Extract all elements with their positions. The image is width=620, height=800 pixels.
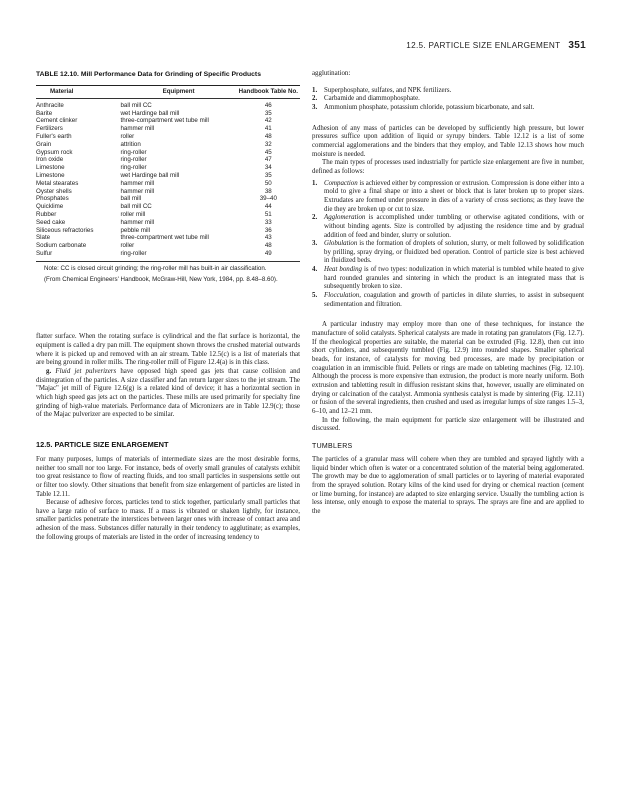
table-no-cell: 41 (264, 125, 272, 133)
material-cell: Grain (36, 140, 52, 148)
paragraph-following: In the following, the main equipment for particle size enlargement will be illustrated and discussed. (312, 416, 584, 433)
equipment-cell: wet Hardinge ball mill (120, 109, 180, 117)
material-cell: Rubber (36, 210, 57, 218)
table-caption-number: TABLE 12.10. (36, 71, 79, 78)
equipment-cell: ring-roller (120, 148, 147, 156)
agglutination-list (312, 87, 584, 113)
fluid-jet-term: Fluid jet pulverizers (55, 367, 117, 375)
material-cell: Gypsum rock (36, 148, 73, 156)
list-item: 2. Carbamide and diammophosphate. (312, 95, 420, 103)
material-cell: Limestone (36, 164, 65, 172)
table-no-cell: 33 (264, 218, 272, 226)
table-note: Note: CC is closed circuit grinding; the ring-roller mill has built-in air classification. (44, 264, 267, 272)
list-item: 3. Ammonium phosphate, potassium chloride, potassium bicarbonate, and salt. (312, 103, 535, 111)
table-row (36, 164, 300, 172)
section-heading: 12.5. PARTICLE SIZE ENLARGEMENT (36, 439, 169, 449)
paragraph-fluid-jet (36, 368, 300, 420)
table-no-cell: 47 (264, 156, 272, 164)
table-no-cell: 35 (264, 171, 272, 179)
equipment-cell: attrition (120, 140, 141, 148)
material-cell: Cement clinker (36, 117, 78, 125)
mill-performance-table (36, 86, 300, 258)
material-cell: Limestone (36, 171, 65, 179)
table-no-cell: 42 (264, 117, 272, 125)
table-row (36, 203, 300, 211)
material-cell: Iron oxide (36, 156, 64, 164)
material-cell: Quicklime (36, 203, 64, 211)
table-caption-title: Mill Performance Data for Grinding of Specific Products (80, 71, 261, 78)
table-row (36, 156, 300, 164)
page-number: 351 (568, 40, 586, 51)
table-row (36, 102, 300, 110)
running-header-section: 12.5. PARTICLE SIZE ENLARGEMENT (406, 41, 561, 50)
table-no-cell: 36 (264, 226, 272, 234)
item-label-g: g. (46, 367, 52, 375)
material-cell: Barite (36, 109, 53, 117)
table-row (36, 188, 300, 196)
table-row (36, 211, 300, 219)
equipment-cell: ball mill (120, 195, 142, 203)
table-no-cell: 46 (264, 101, 272, 109)
material-cell: Seed cake (36, 218, 66, 226)
material-cell: Siliceous refractories (36, 226, 94, 234)
equipment-cell: hammer mill (120, 125, 155, 133)
table-no-cell: 43 (264, 234, 272, 242)
list-item: 1. Compaction is achieved either by compression or extrusion. Compression is done either into a mold to give a final shape or into a sheet or block that is later broken up to proper sizes. Extrudates are formed under pressure in dies of a variety of cross sections; as they leave the die they are broken up or cut to size. (312, 179, 584, 213)
equipment-cell: hammer mill (120, 218, 155, 226)
equipment-cell: ring-roller (120, 156, 147, 164)
material-cell: Anthracite (36, 101, 64, 109)
table-row (36, 141, 300, 149)
equipment-cell: wet Hardinge ball mill (120, 171, 180, 179)
table-no-cell: 50 (264, 179, 272, 187)
process-list (312, 180, 584, 310)
material-cell: Metal stearates (36, 179, 79, 187)
table-no-cell: 51 (264, 210, 272, 218)
table-no-cell: 39–40 (259, 195, 277, 203)
table-row (36, 227, 300, 235)
table-no-cell: 34 (264, 164, 272, 172)
equipment-cell: three-compartment wet tube mill (120, 117, 209, 125)
list-item: 1. Superphosphate, sulfates, and NPK fertilizers. (312, 86, 452, 94)
running-header (406, 40, 586, 51)
material-cell: Fuller's earth (36, 132, 72, 140)
paragraph-adhesive-forces: Because of adhesive forces, particles tend to stick together, particularly small particles that have a large ratio of surface to mass. If a mass is vibrated or shaken lightly, for instance, smaller particles penetrate the interstices between larger ones with increase of contact area and adhesion of the mass. Substances differ naturally in their tendency to agglutinate; as examples, the following groups of materials are listed in the order of increasing tendency to (36, 499, 300, 541)
table-row (36, 149, 300, 157)
table-caption (36, 70, 300, 79)
equipment-cell: hammer mill (120, 179, 155, 187)
equipment-cell: pebble mill (120, 226, 151, 234)
paragraph-process-types: The main types of processes used industrially for particle size enlargement are five in number, defined as follows: (312, 159, 584, 175)
table-row (36, 125, 300, 133)
table-no-cell: 48 (264, 242, 272, 250)
paragraph-size-purposes: For many purposes, lumps of materials of intermediate sizes are the most desirable forms, neither too small nor too large. For instance, beds of overly small granules of catalysts exhibit too great resistance to flow of reacting fluids, and too small particles in suspensions settle out or filter too slowly. Other situations that benefit from size enlargement of particles are listed in Table 12.11. (36, 455, 300, 498)
column-header-table-no: Handbook Table No. (238, 88, 298, 95)
column-header-material: Material (50, 88, 74, 95)
table-no-cell: 45 (264, 148, 272, 156)
column-header-equipment: Equipment (162, 88, 195, 95)
paragraph-catalyst-techniques: A particular industry may employ more than one of these techniques, for instance the manufacture of solid catalysts. Spherical catalysts are made in rotating pan granulators (Fig. 12.7). If the rheological properties are suitable, the material can be extruded (Fig. 12.8), then cut into short cylinders, and subsequently tumbled (Fig. 12.9) into rounded shapes. Smaller spherical beads, for instance, of catalysts for moving bed processes, are made by precipitation or coagulation in an immiscible fluid. Pellets or rings are made on tableting machines (Fig. 12.10). Although the process is more expensive than extrusion, the product is more nearly uniform. Both extrusion and tabletting result in diffusion resistant skins that, however, usually are eliminated on drying or calcination of the catalyst. Ammonia synthesis catalyst is made by sintering (Fig. 12.11) or fusion of the several ingredients, then crushed and used as irregular lumps of size ranges 1.5–3, 6–10, and 12–21 mm. (312, 321, 584, 415)
equipment-cell: ball mill CC (120, 203, 152, 211)
table-source: (From Chemical Engineers' Handbook, McGraw-Hill, New York, 1984, pp. 8.48–8.60). (44, 275, 278, 283)
paragraph-adhesion: Adhesion of any mass of particles can be developed by sufficiently high pressure, but lower pressures suffice upon addition of liquid or syrupy binders. Table 12.12 is a list of some commercial agglomerations and the binders that they employ, and Table 12.13 shows how much moisture is needed. (312, 124, 584, 158)
left-column (36, 70, 300, 542)
table-row (36, 110, 300, 118)
material-cell: Phosphates (36, 195, 69, 203)
table-no-cell: 44 (264, 203, 272, 211)
paragraph-tumblers: The particles of a granular mass will cohere when they are tumbled and sprayed lightly with a liquid binder which often is water or a concentrated solution of the material being agglomerated. The growth may be due to agglomeration of small particles or to layering of material evaporated from the sprayed solution. Rotary kilns of the kind used for drying or chemical reaction (cement or lime burning, for instance) are adapted to size enlarging service. Usually the tumbling action is less intense, only enough to expose the material to sprays. The sprays are fine and are applied to the (312, 455, 584, 515)
equipment-cell: three-compartment wet tube mill (120, 234, 209, 242)
list-item: 4. Heat bonding is of two types: nodulization in which material is tumbled while heated to give hard rounded granules and sintering in which the product is an integrated mass that is subsequently broken to size. (312, 266, 584, 291)
paragraph-agglutination-intro: agglutination: (312, 70, 351, 77)
table-no-cell: 49 (264, 249, 272, 257)
fluid-jet-text: have opposed high speed gas jets that cause collision and disintegration of the particles. A size classifier and fan return larger sizes to the jet stream. The "Majac" jet mill of Figure 12.6(g) is a related kind of device; it has a horizontal section in which high speed gas jets act on the particles. These mills are used primarily for specialty fine grinding of high-value materials. Performance data of Micronizers are in Table 12.9(c); those of the Majac pulverizer are expected to be similar. (36, 367, 300, 419)
material-cell: Slate (36, 234, 51, 242)
table-row (36, 172, 300, 180)
table-no-cell: 48 (264, 132, 272, 140)
material-cell: Sulfur (36, 249, 53, 257)
paragraph-roller-mills: flatter surface. When the rotating surface is cylindrical and the flat surface is horizontal, the equipment is called a dry pan mill. The equipment shown throws the crushed material outwards where it is picked up and removed with an air stream. Table 12.5(c) is a list of materials that are being ground in roller mills. The ring-roller mill of Figure 12.4(a) is in this class. (36, 333, 300, 367)
list-item: 5. Flocculation, coagulation and growth of particles in dilute slurries, to assist in subsequent sedimentation and filtration. (312, 292, 584, 308)
table-no-cell: 38 (264, 187, 272, 195)
equipment-cell: roller (120, 242, 135, 250)
equipment-cell: ring-roller (120, 164, 147, 172)
equipment-cell: ball mill CC (120, 101, 152, 109)
equipment-cell: roller (120, 132, 135, 140)
table-bottom-rule (36, 261, 300, 262)
material-cell: Sodium carbonate (36, 242, 87, 250)
equipment-cell: roller mill (120, 210, 146, 218)
right-column (312, 70, 584, 517)
table-no-cell: 32 (264, 140, 272, 148)
subheading-tumblers: TUMBLERS (312, 442, 353, 450)
list-item: 2. Agglomeration is accomplished under tumbling or otherwise agitated conditions, with or without binding agents. Size is controlled by adjusting the residence time and by gradual addition of feed and binder, slurry or solution. (312, 214, 584, 239)
table-row (36, 133, 300, 141)
table-body (36, 102, 300, 258)
material-cell: Fertilizers (36, 125, 63, 133)
list-item: 3. Globulation is the formation of droplets of solution, slurry, or melt followed by solidification by prilling, spray drying, or fluidized bed operation. Control of particle size is best achieved in fluidized beds. (312, 240, 584, 265)
table-no-cell: 35 (264, 109, 272, 117)
equipment-cell: hammer mill (120, 187, 155, 195)
table-row (36, 195, 300, 203)
equipment-cell: ring-roller (120, 249, 147, 257)
table-row (36, 117, 300, 125)
table-row (36, 250, 300, 258)
table-row (36, 234, 300, 242)
table-row (36, 219, 300, 227)
table-row (36, 180, 300, 188)
material-cell: Oyster shells (36, 187, 72, 195)
table-row (36, 242, 300, 250)
